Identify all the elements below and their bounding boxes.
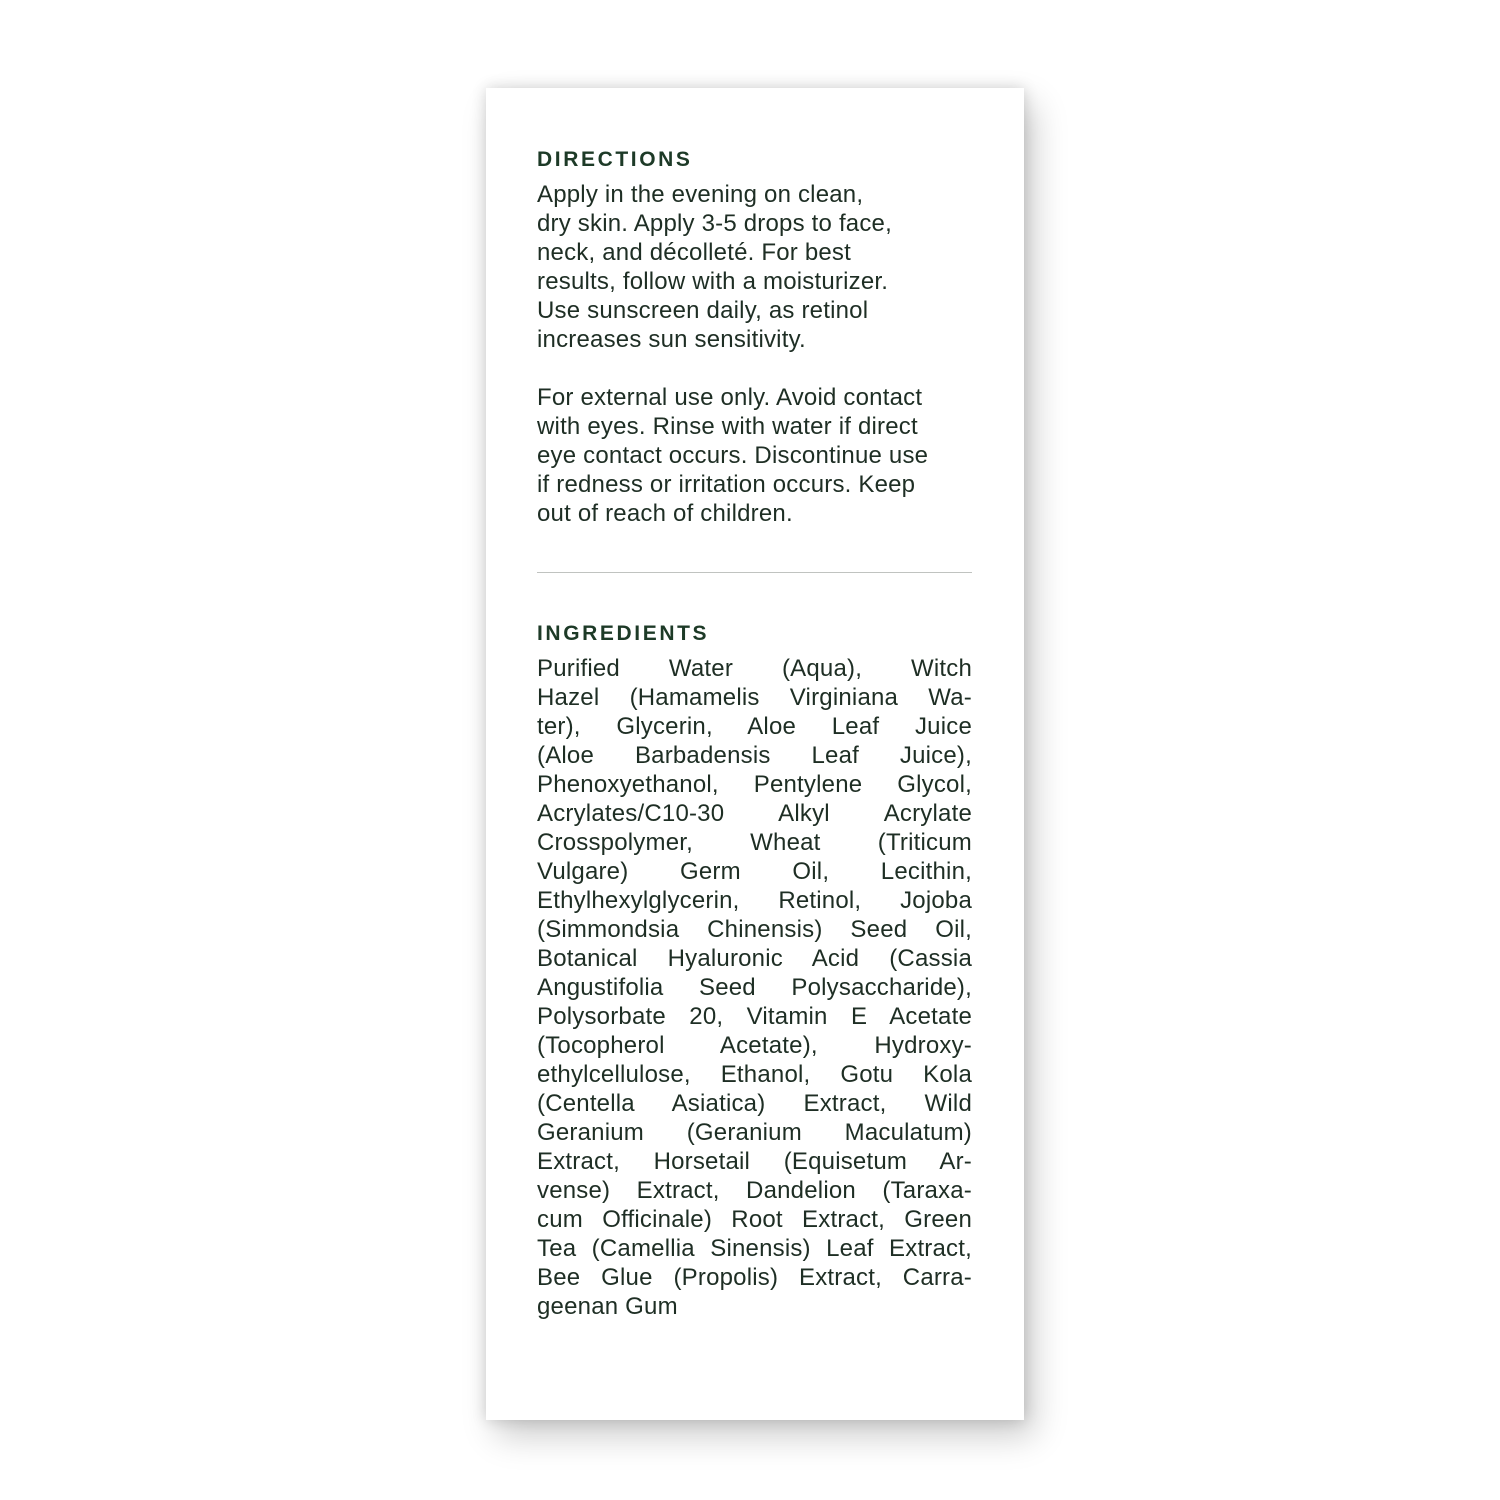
text-line: eye contact occurs. Discontinue use (537, 442, 929, 469)
ingredients-section (537, 619, 972, 1321)
text-line: ethylcellulose, Ethanol, Gotu Kola (537, 1061, 972, 1088)
text-line: Extract, Horsetail (Equisetum Ar- (537, 1148, 972, 1175)
text-line: Use sunscreen daily, as retinol (537, 297, 869, 324)
text-line: Ethylhexylglycerin, Retinol, Jojoba (537, 887, 972, 914)
directions-paragraph-usage (537, 180, 972, 354)
text-line: with eyes. Rinse with water if direct (537, 413, 918, 440)
product-label-panel (486, 88, 1024, 1420)
text-line: (Centella Asiatica) Extract, Wild (537, 1090, 972, 1117)
text-line: increases sun sensitivity. (537, 326, 806, 353)
directions-paragraph-warning (537, 383, 972, 528)
section-divider (537, 572, 972, 573)
text-line: results, follow with a moisturizer. (537, 268, 889, 295)
text-line: Hazel (Hamamelis Virginiana Wa- (537, 684, 972, 711)
directions-heading: DIRECTIONS (537, 148, 693, 171)
text-line: Apply in the evening on clean, (537, 181, 864, 208)
text-line: Botanical Hyaluronic Acid (Cassia (537, 945, 972, 972)
ingredients-heading: INGREDIENTS (537, 622, 710, 645)
text-line: geenan Gum (537, 1293, 678, 1320)
text-line: Acrylates/C10-30 Alkyl Acrylate (537, 800, 972, 827)
text-line: Vulgare) Germ Oil, Lecithin, (537, 858, 972, 885)
text-line: neck, and décolleté. For best (537, 239, 851, 266)
text-line: if redness or irritation occurs. Keep (537, 471, 916, 498)
text-line: Phenoxyethanol, Pentylene Glycol, (537, 771, 972, 798)
text-line: For external use only. Avoid contact (537, 384, 923, 411)
text-line: Geranium (Geranium Maculatum) (537, 1119, 972, 1146)
text-line: ter), Glycerin, Aloe Leaf Juice (537, 713, 972, 740)
text-line: Tea (Camellia Sinensis) Leaf Extract, (537, 1235, 972, 1262)
text-line: Angustifolia Seed Polysaccharide), (537, 974, 972, 1001)
text-line: dry skin. Apply 3-5 drops to face, (537, 210, 892, 237)
text-line: Polysorbate 20, Vitamin E Acetate (537, 1003, 972, 1030)
directions-section (537, 145, 972, 528)
text-line: Bee Glue (Propolis) Extract, Carra- (537, 1264, 972, 1291)
text-line: out of reach of children. (537, 500, 793, 527)
text-line: (Aloe Barbadensis Leaf Juice), (537, 742, 972, 769)
text-line: Crosspolymer, Wheat (Triticum (537, 829, 972, 856)
text-line: cum Officinale) Root Extract, Green (537, 1206, 972, 1233)
text-line: Purified Water (Aqua), Witch (537, 655, 972, 682)
text-line: (Tocopherol Acetate), Hydroxy- (537, 1032, 972, 1059)
text-line: (Simmondsia Chinensis) Seed Oil, (537, 916, 972, 943)
ingredients-text (537, 654, 972, 1321)
text-line: vense) Extract, Dandelion (Taraxa- (537, 1177, 972, 1204)
